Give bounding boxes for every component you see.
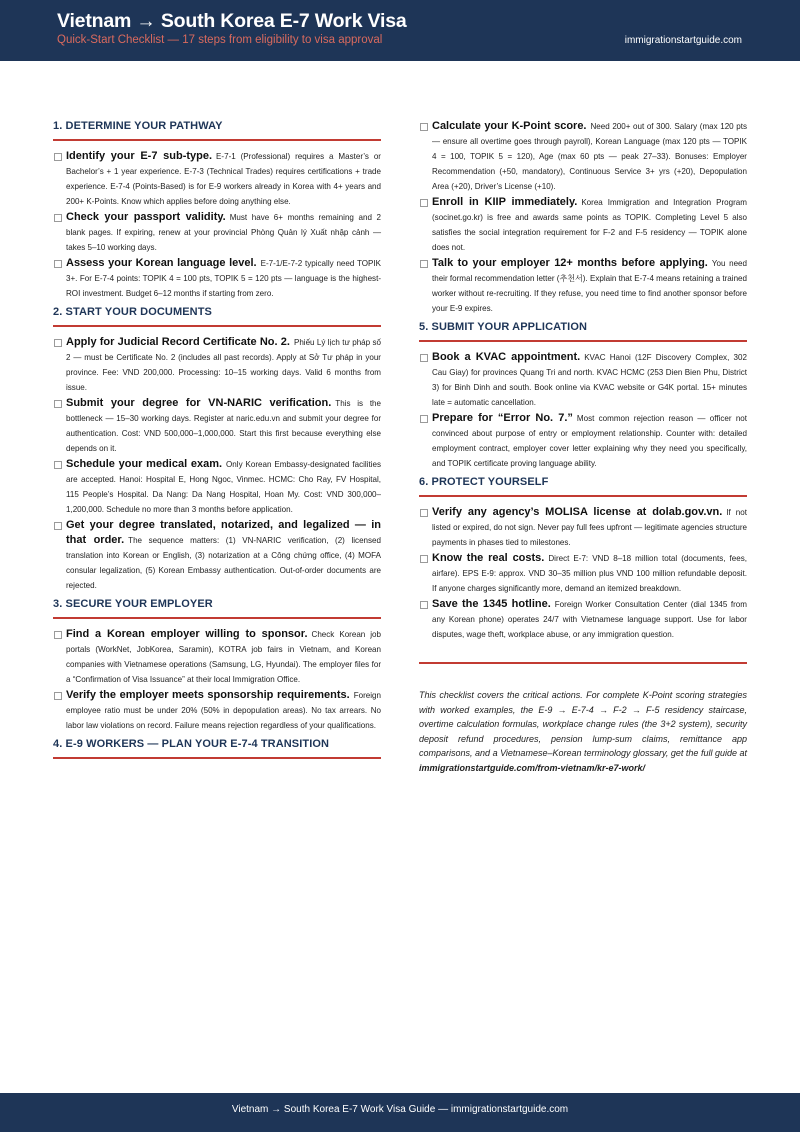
right-sections [419,321,747,642]
closing-note [419,688,747,776]
item-heading: Know the real costs. [432,552,545,564]
item-description: Only Korean Embassy-designated facilities are accepted. Hanoi: Hospital E, Hong Ngoc, Vinmec. HCMC: Cho Ray, FV Hospital, 115 People’s Hospital. Da Nang: Da Nang Hospital, Hoan My. Cost: VND 300,000–1,200,000. Schedule no more than 3 months before application. [66,460,381,514]
page-title: Vietnam → South Korea E-7 Work Visa [57,10,407,32]
checklist-item [419,411,747,471]
checklist-item [53,396,381,456]
checklist-item [419,119,747,194]
item-description: Foreign Worker Consultation Center (dial 1345 from any Korean phone) operates 24/7 with Vietnamese language support. Use for labor disputes, wage theft, workplace abuse, or any immigration question. [432,600,747,639]
item-description: Direct E-7: VND 8–18 million total (documents, fees, airfare). EPS E-9: approx. VND 30–35 million plus VND 100 million refundable deposit. If anyone charges significantly more, demand an itemized breakdown. [432,554,747,593]
checklist-item [419,256,747,316]
item-heading: Assess your Korean language level. [66,257,257,269]
item-heading: Apply for Judicial Record Certificate No. 2. [66,336,290,348]
checkbox-icon[interactable] [54,153,62,161]
checkbox-icon[interactable] [420,555,428,563]
section-heading: 6. PROTECT YOURSELF [419,476,747,497]
checklist-item [419,350,747,410]
checkbox-icon[interactable] [54,692,62,700]
section-heading: 4. E-9 WORKERS — PLAN YOUR E-7-4 TRANSITION [53,738,381,759]
checkbox-icon[interactable] [420,123,428,131]
item-description: Korea Immigration and Integration Program (socinet.go.kr) is free and awards same points as TOPIK. Completing Level 5 also satisfies the social integration requirement for F-2 and F-5 residency — TOPIK alone does not. [432,198,747,252]
item-description: This is the bottleneck — 15–30 working days. Register at naric.edu.vn and submit your degree for authentication. Cost: VND 500,000–1,000,000. Start this first because everything else depends on it. [66,399,382,453]
checkbox-icon[interactable] [420,354,428,362]
header-site-link[interactable]: immigrationstartguide.com [624,35,742,46]
item-description: If not listed or expired, do not sign. Never pay full fees upfront — legitimate agencies structure payments in phases tied to milestones. [432,508,747,547]
checklist-item [419,597,747,642]
left-column [53,119,381,767]
checklist-item [53,688,381,733]
checklist-item [53,627,381,687]
section-heading: 2. START YOUR DOCUMENTS [53,306,381,327]
item-description: Must have 6+ months remaining and 2 blank pages. If expiring, renew at your provincial Phòng Quản lý Xuất nhập cảnh — takes 5–10 working days. [66,213,381,252]
item-heading: Verify any agency’s MOLISA license at dolab.gov.vn. [432,506,723,518]
checkbox-icon[interactable] [420,260,428,268]
item-heading: Book a KVAC appointment. [432,351,581,363]
page-footer: Vietnam → South Korea E-7 Work Visa Guide — immigrationstartguide.com [0,1093,800,1132]
checkbox-icon[interactable] [420,415,428,423]
closing-divider [419,662,747,664]
item-heading: Get your degree translated, notarized, and legalized — in that order. [66,519,381,546]
item-heading: Submit your degree for VN-NARIC verification. [66,397,332,409]
right-column [419,119,747,776]
item-heading: Prepare for “Error No. 7.” [432,412,573,424]
checkbox-icon[interactable] [420,601,428,609]
item-heading: Enroll in KIIP immediately. [432,196,578,208]
item-description: Check Korean job portals (WorkNet, JobKorea, Saramin), KOTRA job fairs in Vietnam, and Korean companies with Vietnamese operations (Samsung, LG, Hyundai). The employer files for a “Confirmation of Visa Issuance” at their local Immigration Office. [66,630,382,684]
checkbox-icon[interactable] [420,199,428,207]
checklist-item [53,256,381,301]
item-heading: Verify the employer meets sponsorship requirements. [66,689,350,701]
page-header [0,0,800,61]
item-heading: Schedule your medical exam. [66,458,223,470]
k-point-items [419,119,747,316]
item-heading: Save the 1345 hotline. [432,598,551,610]
section-heading: 1. DETERMINE YOUR PATHWAY [53,120,381,141]
checklist-item [53,149,381,209]
item-heading: Find a Korean employer willing to sponsor. [66,628,308,640]
checklist-item [53,210,381,255]
item-description: Phiếu Lý lịch tư pháp số 2 — must be Certificate No. 2 (includes all past records). Apply at Sở Tư pháp in your province. Fee: VND 200,000. Processing: 10–15 working days. Valid 6 months from issue. [66,338,382,392]
full-guide-link[interactable]: immigrationstartguide.com/from-vietnam/kr-e7-work/ [419,762,646,773]
item-description: Foreign employee ratio must be under 20% (50% in depopulation areas). No tax arrears. No labor law violations on record. Failure means rejection regardless of your qualifications. [66,691,381,730]
checkbox-icon[interactable] [54,461,62,469]
checkbox-icon[interactable] [54,631,62,639]
closing-note-text: This checklist covers the critical actions. For complete K-Point scoring strategies with worked examples, the E-9 → E-7-4 → F-2 → F-5 residency staircase, overtime calculation formulas, workplace change rules (the 3+2 system), security deposit refund procedures, pension lump-sum claims, remittance app comparisons, and a Vietnamese–Korean terminology glossary, get the full guide at [419,690,747,759]
item-heading: Calculate your K-Point score. [432,120,587,132]
section-heading: 3. SECURE YOUR EMPLOYER [53,598,381,619]
checkbox-icon[interactable] [54,214,62,222]
item-description: E-7-1 (Professional) requires a Master’s or Bachelor’s + 1 year experience. E-7-3 (Technical Trades) requires certifications + trade experience. E-7-4 (Points-Based) is for E-9 workers already in Korea with 4+ years and 200+ K-Points. Know which applies before doing anything else. [66,152,381,206]
item-heading: Talk to your employer 12+ months before applying. [432,257,708,269]
checkbox-icon[interactable] [54,339,62,347]
checklist-item [53,518,381,593]
item-description: Most common rejection reason — officer not convinced about purpose of entry or employment relationship. Counter with: detailed employment contract, employer cover letter explaining why they need you specifically, and TOPIK certificate proving language ability. [432,414,747,468]
page-subtitle: Quick-Start Checklist — 17 steps from eligibility to visa approval [57,34,383,46]
checklist-item [419,551,747,596]
checkbox-icon[interactable] [420,509,428,517]
item-description: Need 200+ out of 300. Salary (max 120 pts — ensure all overtime goes through payroll), Korean Language (max 120 pts — TOPIK 4 = 100, TOPIK 5 = 120), Age (max 60 pts — peak 27–33). Bonuses: Employer Recommendation (+50, mandatory), Continuous Service 3+ yrs (+20), Depopulation Area (+20), Driver’s License (+10). [432,122,747,191]
item-heading: Identify your E-7 sub-type. [66,150,213,162]
item-description: E-7-1/E-7-2 typically need TOPIK 3+. For E-7-4 points: TOPIK 4 = 100 pts, TOPIK 5 = 120 pts — language is the highest-ROI investment. Budget 6–12 months if starting from zero. [66,259,382,298]
checklist-item [419,505,747,550]
checklist-item [53,457,381,517]
item-description: The sequence matters: (1) VN-NARIC verification, (2) licensed translation into Korean or English, (3) notarization at a Công chứng office, (4) MOFA consular legalization, (5) Korean Embassy authentication. Out-of-order documents are rejected. [66,536,381,590]
section-heading: 5. SUBMIT YOUR APPLICATION [419,321,747,342]
checkbox-icon[interactable] [54,260,62,268]
item-description: You need their formal recommendation letter (추천서). Explain that E-7-4 means retaining a trained worker without re-recruiting. If they refuse, you need time to find another sponsor before your E-9 expires. [432,259,748,313]
item-heading: Check your passport validity. [66,211,226,223]
checklist-item [53,335,381,395]
item-description: KVAC Hanoi (12F Discovery Complex, 302 Cau Giay) for provinces Quang Tri and north. KVAC HCMC (253 Dien Bien Phu, District 3) for Binh Dinh and south. Book online via KVAC website or G4K portal. 15+ minutes late = automatic cancellation. [432,353,747,407]
checkbox-icon[interactable] [54,522,62,530]
checklist-item [419,195,747,255]
checkbox-icon[interactable] [54,400,62,408]
